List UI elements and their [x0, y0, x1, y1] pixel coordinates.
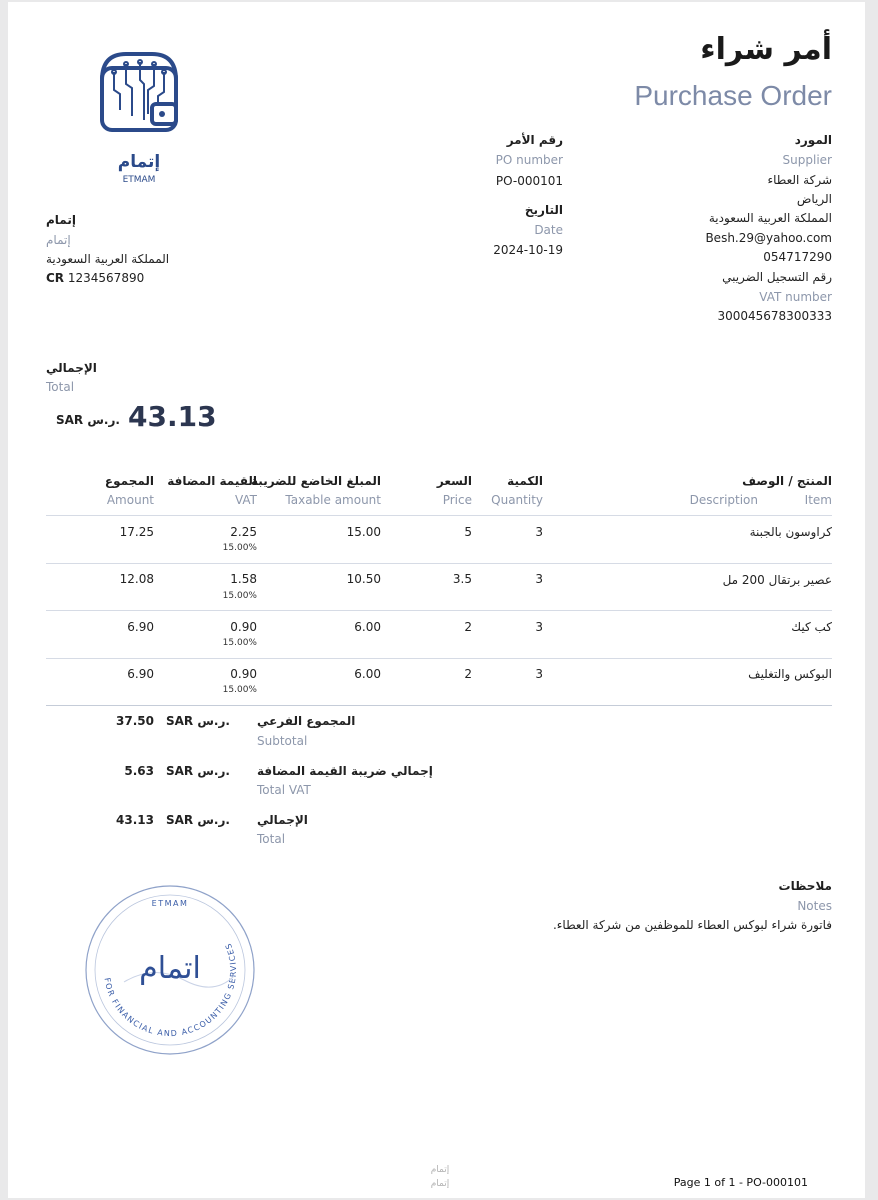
row-amount: 12.08: [119, 572, 154, 586]
row-vat: 1.58: [230, 572, 257, 586]
grand-total-label-arabic: الإجمالي: [257, 813, 308, 827]
total-summary-label-english: Total: [46, 380, 75, 394]
table-bottom-divider: [46, 705, 832, 706]
row-vat: 2.25: [230, 525, 257, 539]
stamp-ring-text: FOR FINANCIAL AND ACCOUNTING SERVICES: [102, 941, 239, 1039]
total-vat-label-english: Total VAT: [257, 783, 311, 797]
th-description-english: Description: [689, 493, 758, 507]
row-price: 2: [464, 667, 472, 681]
row-item: كب كيك: [791, 620, 832, 634]
row-qty: 3: [535, 572, 543, 586]
stamp-top-text: ETMAM: [151, 899, 189, 908]
supplier-label-english: Supplier: [782, 153, 832, 167]
supplier-city: الرياض: [796, 192, 832, 206]
title-arabic: أمر شراء: [700, 32, 832, 67]
th-taxable-english: Taxable amount: [285, 493, 381, 507]
logo-name-arabic: إتمام: [117, 152, 161, 172]
total-summary-label-arabic: الإجمالي: [46, 361, 97, 375]
row-qty: 3: [535, 667, 543, 681]
row-item: كراوسون بالجبنة: [749, 525, 832, 539]
supplier-name: شركة العطاء: [767, 173, 832, 187]
total-vat-label-arabic: إجمالي ضريبة القيمة المضافة: [257, 764, 433, 778]
row-amount: 6.90: [127, 620, 154, 634]
th-taxable-arabic: المبلغ الخاضع للضريبة: [251, 474, 381, 488]
row-vat-percent: 15.00%: [222, 591, 257, 601]
row-taxable: 6.00: [354, 620, 381, 634]
total-summary-amount: 43.13: [128, 400, 217, 433]
cr-label: CR: [46, 271, 65, 285]
total-vat-currency: SAR ر.س.: [166, 764, 230, 778]
subtotal-value: 37.50: [116, 714, 154, 728]
po-label-english: PO number: [495, 153, 563, 167]
row-divider: [46, 610, 832, 611]
purchase-order-page: [8, 2, 865, 1198]
page-info: Page 1 of 1 - PO-000101: [673, 1176, 808, 1189]
row-divider: [46, 658, 832, 659]
row-qty: 3: [535, 525, 543, 539]
row-divider: [46, 563, 832, 564]
subtotal-label-english: Subtotal: [257, 734, 308, 748]
row-taxable: 15.00: [346, 525, 381, 539]
row-taxable: 10.50: [346, 572, 381, 586]
row-taxable: 6.00: [354, 667, 381, 681]
supplier-phone: 054717290: [763, 250, 832, 264]
row-amount: 17.25: [119, 525, 154, 539]
th-qty-english: Quantity: [491, 493, 543, 507]
total-vat-value: 5.63: [124, 764, 154, 778]
supplier-email: Besh.29@yahoo.com: [705, 231, 832, 245]
grand-total-currency: SAR ر.س.: [166, 813, 230, 827]
row-qty: 3: [535, 620, 543, 634]
company-name: إتمام: [46, 213, 76, 227]
title-english: Purchase Order: [634, 80, 832, 111]
etmam-logo-icon: [96, 50, 182, 138]
cr-number: 1234567890: [67, 271, 145, 285]
th-item-arabic: المنتج / الوصف: [742, 474, 832, 488]
th-amount-english: Amount: [106, 493, 154, 507]
th-vat-arabic: القيمة المضافة: [167, 474, 257, 488]
date-label-english: Date: [534, 223, 563, 237]
row-vat-percent: 15.00%: [222, 543, 257, 553]
company-cr: [46, 271, 144, 285]
total-summary-currency: SAR ر.س.: [56, 413, 120, 427]
supplier-country: المملكة العربية السعودية: [708, 211, 832, 225]
th-amount-arabic: المجموع: [104, 474, 154, 488]
row-price: 3.5: [452, 572, 472, 586]
notes-text: فاتورة شراء لبوكس العطاء للموظفين من شركة العطاء.: [552, 918, 832, 932]
row-vat: 0.90: [230, 620, 257, 634]
row-price: 2: [464, 620, 472, 634]
grand-total-label-english: Total: [257, 832, 286, 846]
subtotal-currency: SAR ر.س.: [166, 714, 230, 728]
th-vat-english: VAT: [234, 493, 257, 507]
company-stamp: [84, 884, 256, 1056]
row-vat-percent: 15.00%: [222, 638, 257, 648]
order-date: 2024-10-19: [493, 243, 563, 257]
vat-label-arabic: رقم التسجيل الضريبي: [722, 270, 832, 284]
logo-name-english: ETMAM: [122, 175, 156, 185]
footer-mark-1: إتمام: [430, 1165, 450, 1175]
row-amount: 6.90: [127, 667, 154, 681]
table-header-divider: [46, 515, 832, 516]
grand-total-value: 43.13: [116, 813, 154, 827]
row-item: عصير برتقال 200 مل: [722, 573, 832, 587]
row-vat: 0.90: [230, 667, 257, 681]
stamp-center-text: اتمام: [139, 951, 201, 986]
row-price: 5: [464, 525, 472, 539]
supplier-vat-number: 300045678300333: [717, 309, 832, 323]
notes-label-english: Notes: [797, 899, 832, 913]
row-vat-percent: 15.00%: [222, 685, 257, 695]
company-name-alt: إتمام: [46, 233, 71, 247]
notes-label-arabic: ملاحظات: [778, 879, 832, 893]
th-item-english: Item: [804, 493, 832, 507]
row-item: البوكس والتغليف: [748, 667, 832, 681]
po-number: PO-000101: [495, 174, 563, 188]
date-label-arabic: التاريخ: [524, 203, 563, 217]
th-qty-arabic: الكمية: [507, 474, 543, 488]
supplier-label-arabic: المورد: [794, 133, 832, 147]
subtotal-label-arabic: المجموع الفرعي: [257, 714, 356, 728]
vat-label-english: VAT number: [759, 290, 832, 304]
th-price-arabic: السعر: [436, 474, 472, 488]
th-price-english: Price: [442, 493, 472, 507]
footer-mark-2: إتمام: [430, 1179, 450, 1189]
company-country: المملكة العربية السعودية: [46, 252, 170, 266]
po-label-arabic: رقم الأمر: [506, 133, 563, 147]
